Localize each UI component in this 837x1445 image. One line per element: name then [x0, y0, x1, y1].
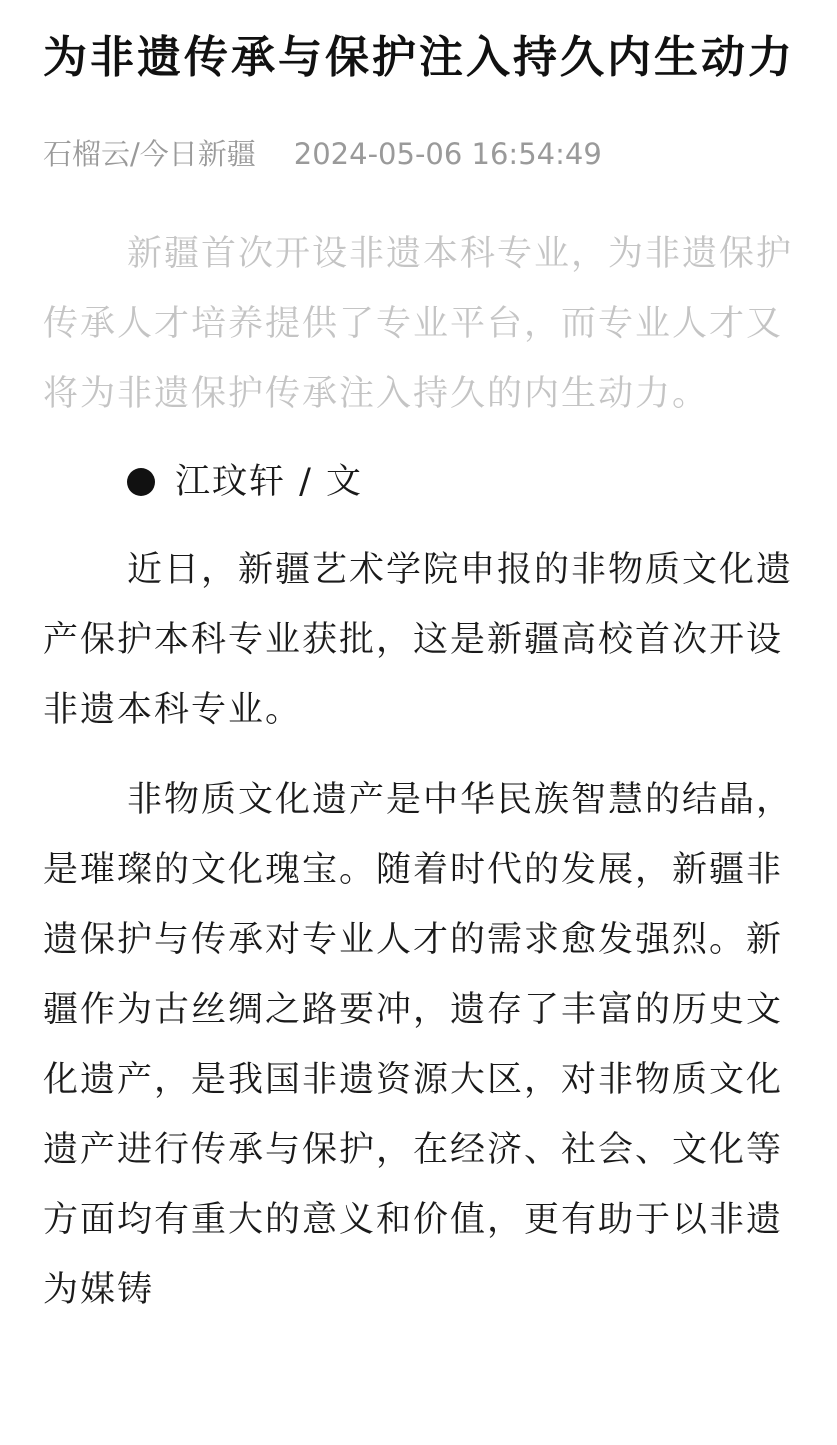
bullet-icon: [127, 468, 155, 496]
article-paragraph-2: 非物质文化遗产是中华民族智慧的结晶，是璀璨的文化瑰宝。随着时代的发展，新疆非遗保护与传承对专业人才的需求愈发强烈。新疆作为古丝绸之路要冲，遗存了丰富的历史文化遗产，是我国非遗资源大区，对非物质文化遗产进行传承与保护，在经济、社会、文化等方面均有重大的意义和价值，更有助于以非遗为媒铸: [43, 780, 794, 1310]
article-paragraph-1: 近日，新疆艺术学院申报的非物质文化遗产保护本科专业获批，这是新疆高校首次开设非遗本科专业。: [43, 550, 794, 730]
article-meta: [43, 134, 797, 174]
article: [43, 0, 797, 1325]
article-source[interactable]: 石榴云/今日新疆: [43, 137, 256, 171]
article-title: 为非遗传承与保护注入持久内生动力: [43, 32, 795, 83]
article-datetime: 2024-05-06 16:54:49: [293, 137, 602, 171]
article-byline: [43, 449, 797, 515]
byline-text: 江玟轩 / 文: [175, 462, 364, 502]
article-lead: 新疆首次开设非遗本科专业，为非遗保护传承人才培养提供了专业平台，而专业人才又将为非遗保护传承注入持久的内生动力。: [43, 234, 794, 414]
